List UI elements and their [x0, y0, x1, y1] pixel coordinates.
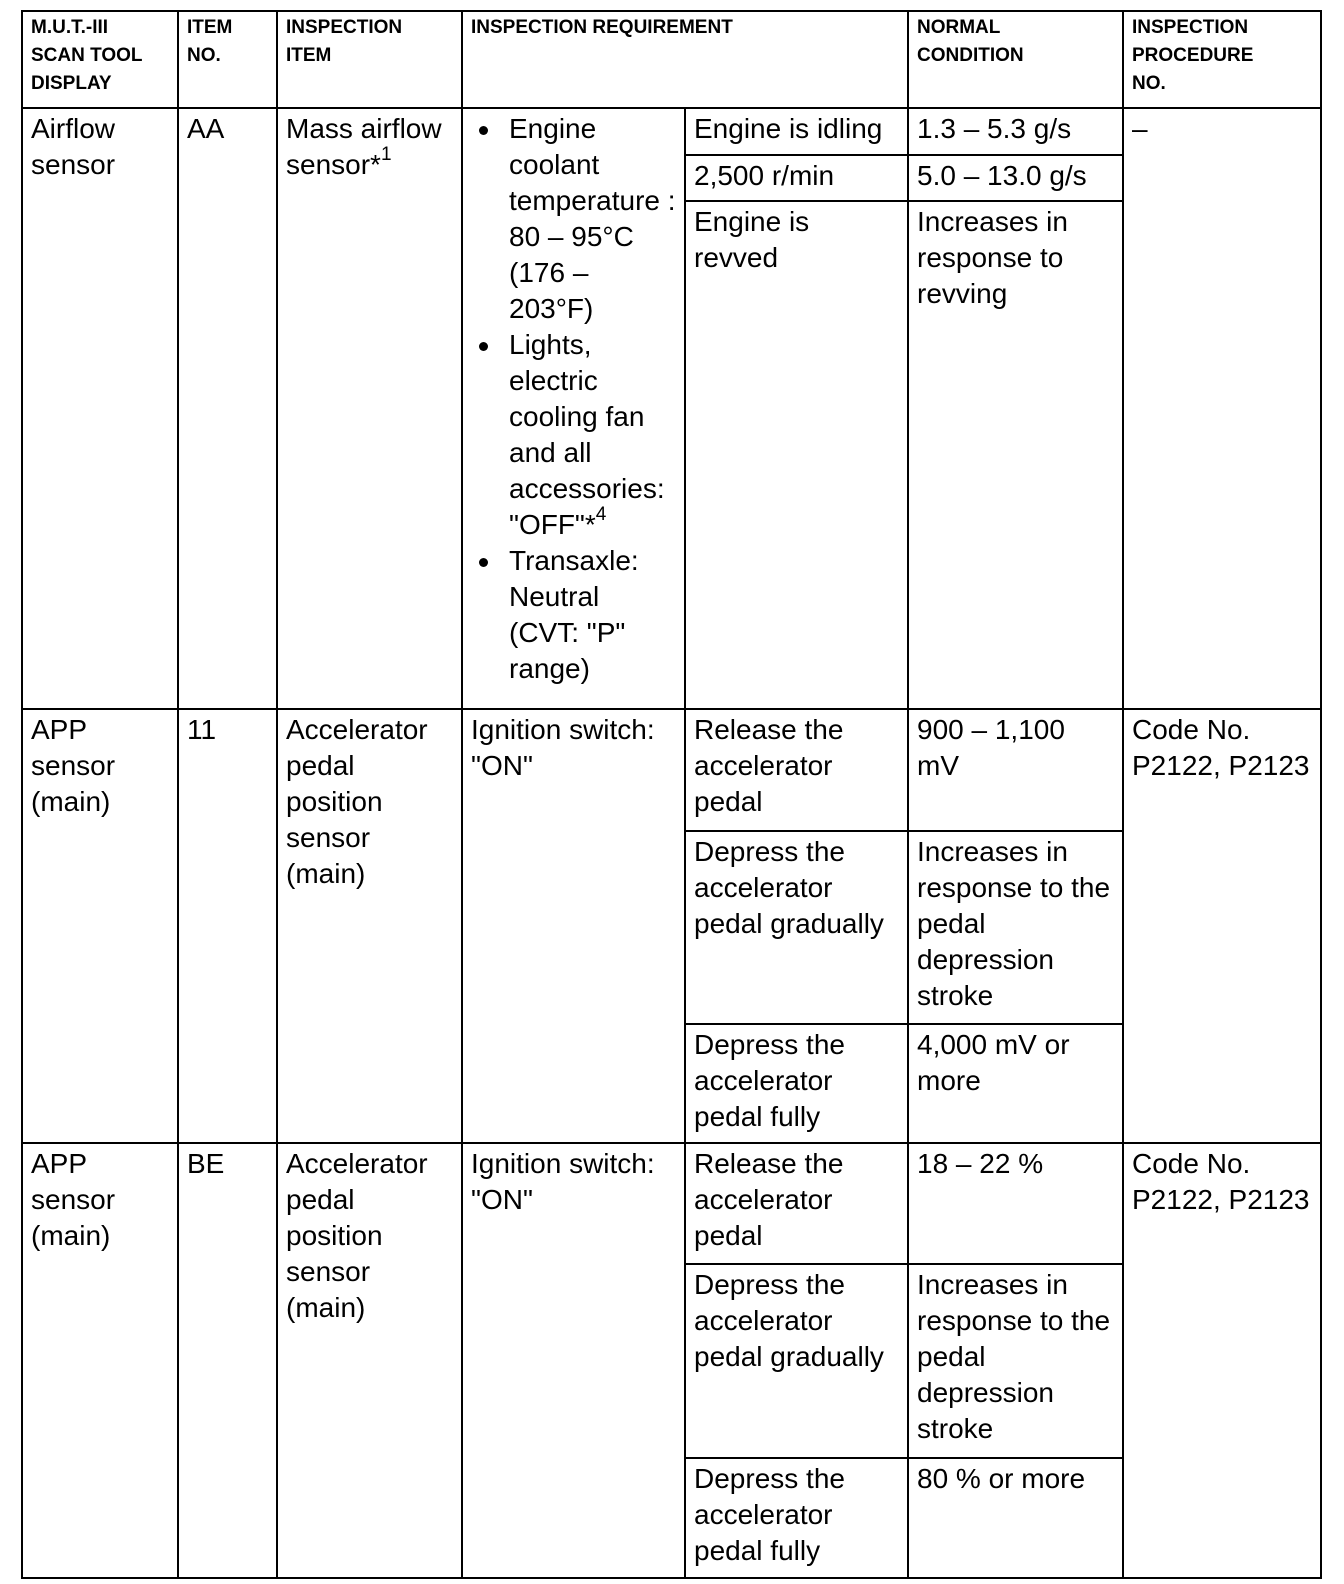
list-item: Lights, electric cooling fan and all accessories: "OFF"*$^4$ — [509, 327, 676, 543]
requirement-list — [471, 111, 676, 687]
header-scan-tool-display: M.U.T.-III SCAN TOOL DISPLAY — [22, 11, 178, 108]
normal-cell: Increases in response to the pedal depression stroke — [908, 831, 1123, 1024]
display-cell: Airflow sensor — [22, 108, 178, 710]
inspection-item-cell: Accelerator pedal position sensor (main) — [277, 709, 462, 1143]
item-no-cell: AA — [178, 108, 277, 710]
condition-cell: Depress the accelerator pedal gradually — [685, 831, 908, 1024]
header-inspection-requirement: INSPECTION REQUIREMENT — [462, 11, 908, 108]
normal-cell: 4,000 mV or more — [908, 1024, 1123, 1143]
footnote-marker: 1 — [380, 144, 392, 166]
condition-cell: Engine is revved — [685, 201, 908, 709]
inspection-table — [21, 10, 1322, 1579]
condition-cell: 2,500 r/min — [685, 155, 908, 202]
list-item: Transaxle: Neutral (CVT: "P" range) — [509, 543, 676, 687]
normal-cell: 18 – 22 % — [908, 1143, 1123, 1264]
procedure-cell: – — [1123, 108, 1321, 710]
condition-cell: Depress the accelerator pedal fully — [685, 1458, 908, 1578]
condition-cell: Release the accelerator pedal — [685, 709, 908, 830]
display-cell: APP sensor (main) — [22, 1143, 178, 1578]
procedure-cell: Code No. P2122, P2123 — [1123, 1143, 1321, 1578]
condition-cell: Depress the accelerator pedal fully — [685, 1024, 908, 1143]
normal-cell: 1.3 – 5.3 g/s — [908, 108, 1123, 155]
header-procedure-no: INSPECTION PROCEDURE NO. — [1123, 11, 1321, 108]
header-normal-condition: NORMAL CONDITION — [908, 11, 1123, 108]
item-no-cell: BE — [178, 1143, 277, 1578]
normal-cell: 80 % or more — [908, 1458, 1123, 1578]
table-row — [22, 1143, 1321, 1264]
header-row — [22, 11, 1321, 108]
inspection-item-cell: Accelerator pedal position sensor (main) — [277, 1143, 462, 1578]
procedure-cell: Code No. P2122, P2123 — [1123, 709, 1321, 1143]
header-inspection-item: INSPECTION ITEM — [277, 11, 462, 108]
display-cell: APP sensor (main) — [22, 709, 178, 1143]
header-item-no: ITEM NO. — [178, 11, 277, 108]
normal-cell: Increases in response to the pedal depression stroke — [908, 1264, 1123, 1457]
footnote-marker: 4 — [595, 504, 607, 526]
normal-cell: Increases in response to revving — [908, 201, 1123, 709]
list-item: Engine coolant temperature : 80 – 95°C (176 – 203°F) — [509, 111, 676, 327]
normal-cell: 900 – 1,100 mV — [908, 709, 1123, 830]
inspection-item-cell: Mass airflow sensor*$^1$ — [277, 108, 462, 710]
normal-cell: 5.0 – 13.0 g/s — [908, 155, 1123, 202]
requirement-cell: Ignition switch: "ON" — [462, 709, 685, 1143]
item-no-cell: 11 — [178, 709, 277, 1143]
table-row — [22, 709, 1321, 830]
requirement-cell — [462, 108, 685, 710]
table-row — [22, 108, 1321, 155]
condition-cell: Engine is idling — [685, 108, 908, 155]
condition-cell: Release the accelerator pedal — [685, 1143, 908, 1264]
condition-cell: Depress the accelerator pedal gradually — [685, 1264, 908, 1457]
requirement-cell: Ignition switch: "ON" — [462, 1143, 685, 1578]
